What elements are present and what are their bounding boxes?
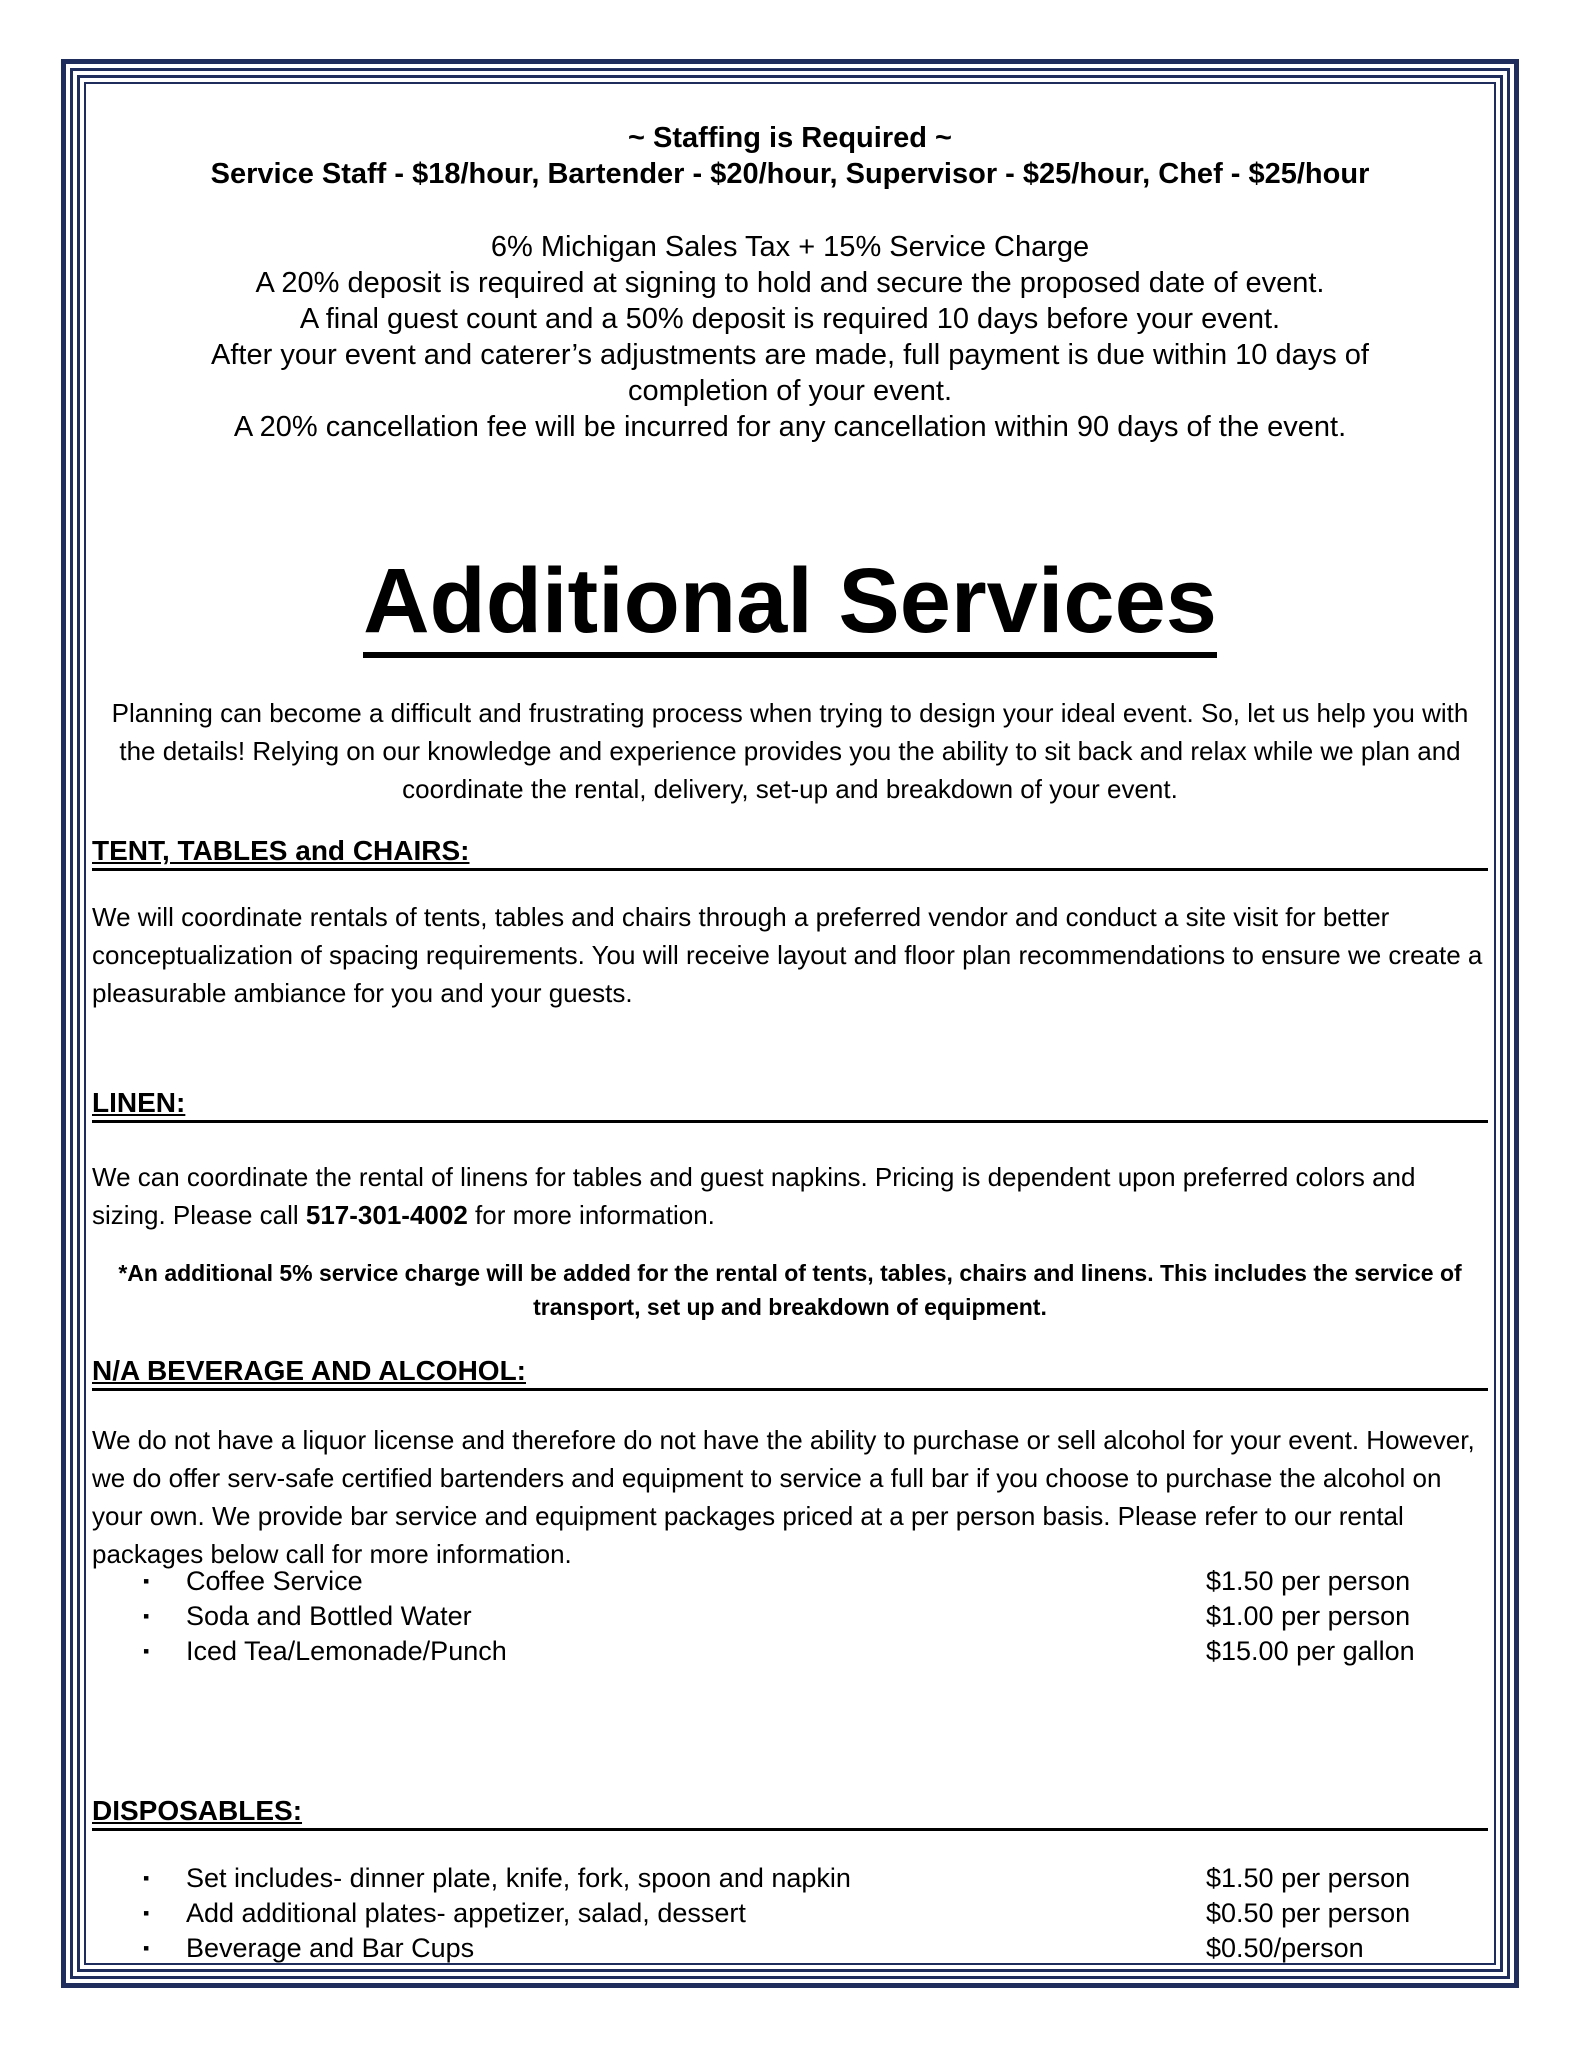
- bullet-icon: ▪: [143, 1868, 150, 1888]
- section-heading-tent: [92, 834, 1488, 871]
- section-heading-text: N/A BEVERAGE AND ALCOHOL:: [92, 1355, 526, 1386]
- section-heading-beverage: [92, 1354, 1488, 1391]
- list-item: [92, 1634, 1488, 1669]
- item-price: $1.50 per person: [1206, 1566, 1411, 1596]
- list-item: [92, 1896, 1488, 1931]
- list-item: [92, 1564, 1488, 1599]
- service-charge-note: *An additional 5% service charge will be added for the rental of tents, tables, chairs and linens. This includes the service of transport, set up and breakdown of equipment.: [118, 1260, 1462, 1320]
- section-heading-text: DISPOSABLES:: [92, 1795, 303, 1826]
- linen-text-end: for more information.: [467, 1200, 715, 1230]
- page-title: [92, 546, 1488, 656]
- beverage-price-list: [92, 1564, 1488, 1669]
- intro-paragraph: Planning can become a difficult and frustrating process when trying to design your ideal event. So, let us help you with the details! Relying on our knowledge and experience provides you the ability to sit back and relax while we plan and coordinate the rental, delivery, set-up and breakdown of your event.: [111, 698, 1469, 804]
- list-item: [92, 1931, 1488, 1966]
- section-heading-text: TENT, TABLES and CHAIRS:: [92, 835, 470, 866]
- list-item: [92, 1861, 1488, 1896]
- linen-text: We can coordinate the rental of linens for tables and guest napkins. Pricing is dependent upon preferred colors and sizing. Please call: [92, 1162, 1416, 1230]
- bullet-icon: ▪: [143, 1571, 150, 1591]
- section-heading-linen: [92, 1086, 1488, 1123]
- disposables-price-list: [92, 1861, 1488, 1966]
- terms-line: A final guest count and a 50% deposit is required 10 days before your event.: [299, 303, 1281, 335]
- item-label: Set includes- dinner plate, knife, fork, spoon and napkin: [186, 1863, 851, 1893]
- linen-paragraph: [92, 1158, 1488, 1234]
- bullet-icon: ▪: [143, 1606, 150, 1626]
- staffing-title: ~ Staffing is Required ~: [628, 122, 952, 154]
- bullet-icon: ▪: [143, 1903, 150, 1923]
- item-label: Coffee Service: [186, 1566, 363, 1596]
- item-price: $1.50 per person: [1206, 1863, 1411, 1893]
- terms-line: 6% Michigan Sales Tax + 15% Service Charge: [490, 231, 1090, 263]
- beverage-paragraph: We do not have a liquor license and therefore do not have the ability to purchase or sell alcohol for your event. However, we do offer serv-safe certified bartenders and equipment to service a full bar if you choose to purchase the alcohol on your own. We provide bar service and equipment packages priced at a per person basis. Please refer to our rental packages below call for more information.: [92, 1425, 1475, 1569]
- item-price: $15.00 per gallon: [1206, 1636, 1415, 1666]
- bullet-icon: ▪: [143, 1641, 150, 1661]
- terms-block: [122, 229, 1458, 445]
- item-price: $0.50 per person: [1206, 1898, 1411, 1928]
- terms-line: After your event and caterer’s adjustments are made, full payment is due within 10 days of: [211, 339, 1369, 371]
- terms-line: A 20% deposit is required at signing to hold and secure the proposed date of event.: [255, 267, 1325, 299]
- item-label: Add additional plates- appetizer, salad, dessert: [186, 1898, 746, 1928]
- list-item: [92, 1599, 1488, 1634]
- terms-line: completion of your event.: [627, 375, 952, 407]
- item-label: Iced Tea/Lemonade/Punch: [186, 1636, 507, 1666]
- section-heading-text: LINEN:: [92, 1087, 186, 1118]
- bullet-icon: ▪: [143, 1938, 150, 1958]
- item-price: $1.00 per person: [1206, 1601, 1411, 1631]
- tent-paragraph: We will coordinate rentals of tents, tables and chairs through a preferred vendor and conduct a site visit for better conceptualization of spacing requirements. You will receive layout and floor plan recommendations to ensure we create a pleasurable ambiance for you and your guests.: [92, 902, 1483, 1008]
- terms-line: A 20% cancellation fee will be incurred for any cancellation within 90 days of the event.: [233, 411, 1347, 443]
- item-price: $0.50/person: [1206, 1933, 1364, 1963]
- phone-number: 517-301-4002: [305, 1200, 468, 1230]
- staffing-rates: Service Staff - $18/hour, Bartender - $20/hour, Supervisor - $25/hour, Chef - $25/hour: [210, 158, 1370, 190]
- item-label: Soda and Bottled Water: [186, 1601, 472, 1631]
- section-heading-disposables: [92, 1794, 1488, 1831]
- page-title-text: Additional Services: [363, 550, 1217, 658]
- item-label: Beverage and Bar Cups: [186, 1933, 475, 1963]
